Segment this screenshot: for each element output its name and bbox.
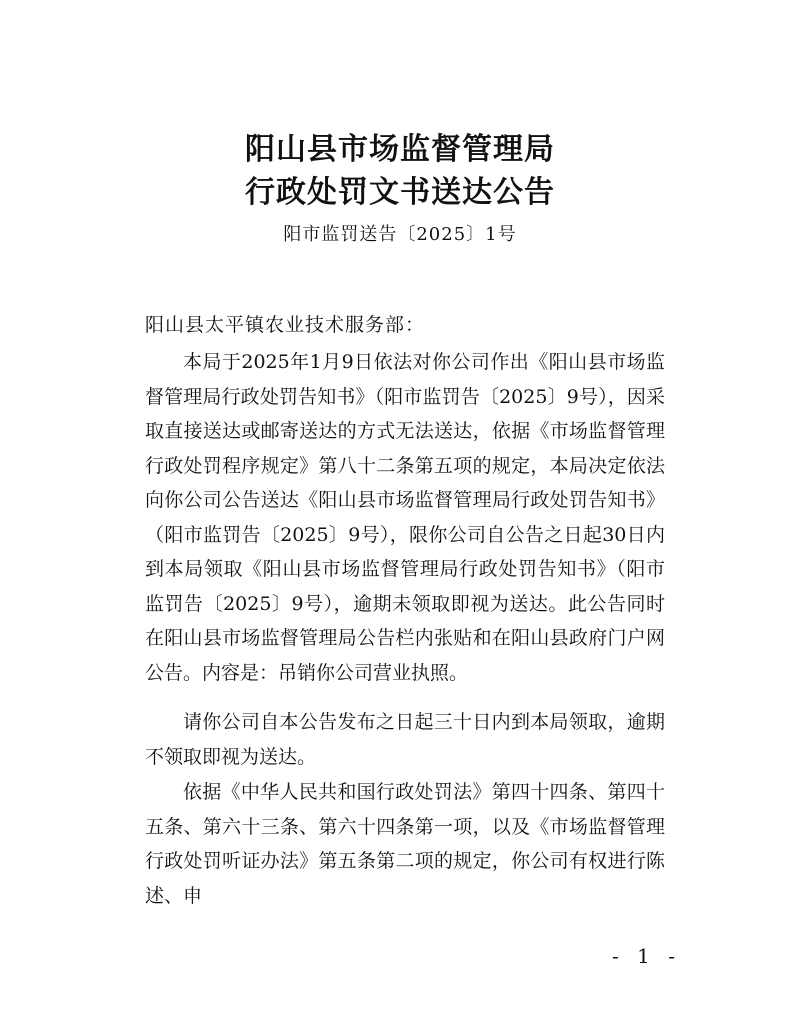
document-number: 阳市监罚送告〔2025〕1号 (283, 224, 517, 245)
document-title-line1: 阳山县市场监督管理局 (245, 132, 555, 167)
body-paragraph-1: 本局于2025年1月9日依法对你公司作出《阳山县市场监督管理局行政处罚告知书》（阳市监罚告〔2025〕9号），因采取直接送达或邮寄送达的方式无法送达，依据《市场监督管理行政处罚程序规定》第八十二条第五项的规定，本局决定依法向你公司公告送达《阳山县市场监督管理局行政处罚告知书》（阳市监罚告〔2025〕9号），限你公司自公告之日起30日内到本局领取《阳山县市场监督管理局行政处罚告知书》（阳市监罚告〔2025〕9号），逾期未领取即视为送达。此公告同时在阳山县市场监督管理局公告栏内张贴和在阳山县政府门户网公告。内容是：吊销你公司营业执照。 (145, 351, 665, 684)
document-title-line2: 行政处罚文书送达公告 (245, 175, 555, 210)
page-number: - 1 - (612, 944, 681, 968)
salutation: 阳山县太平镇农业技术服务部： (145, 314, 426, 336)
body-paragraph-3: 依据《中华人民共和国行政处罚法》第四十四条、第四十五条、第六十三条、第六十四条第一项，以及《市场监督管理行政处罚听证办法》第五条第二项的规定，你公司有权进行陈述、申 (145, 781, 665, 907)
body-paragraph-2: 请你公司自本公告发布之日起三十日内到本局领取，逾期不领取即视为送达。 (145, 711, 665, 768)
